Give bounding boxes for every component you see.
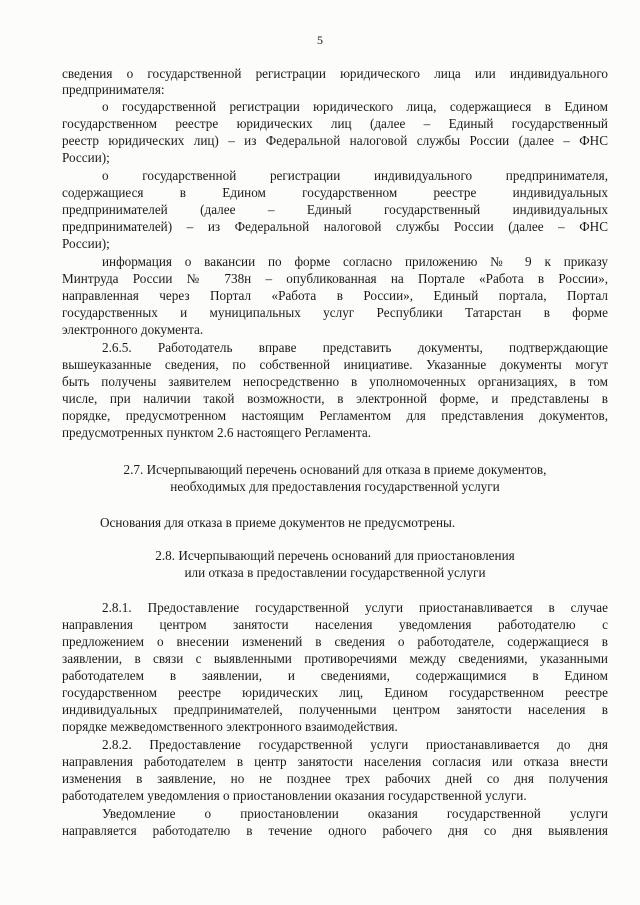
text-line: Минтруда России № 738н – опубликованная на Портале «Работа в России», [62, 271, 608, 286]
text-line: о государственной регистрации юридического лица, содержащиеся в Едином [102, 99, 608, 114]
text-line: содержащиеся в Едином государственном реестре индивидуальных [62, 185, 608, 200]
text-line: 2.6.5. Работодатель вправе представить документы, подтверждающие [102, 340, 608, 355]
text-line: работодателем уведомления о приостановлении оказания государственной услуги. [62, 788, 527, 803]
text-line: направляется работодателю в течение одного рабочего дня со дня выявления [62, 823, 608, 838]
section-heading-line: 2.7. Исчерпывающий перечень оснований для отказа в приеме документов, [123, 462, 547, 477]
text-line: Уведомление о приостановлении оказания государственной услуги [102, 806, 608, 821]
section-heading-line: или отказа в предоставлении государственной услуги [184, 565, 486, 580]
text-line: электронного документа. [62, 322, 204, 337]
text-line: информация о вакансии по форме согласно приложению № 9 к приказу [102, 254, 608, 269]
text-line: предпринимателей) – из Федеральной налоговой службы России (далее – ФНС [62, 219, 608, 234]
text-line: реестр юридических лиц) – из Федеральной налоговой службы России (далее – ФНС [62, 133, 608, 148]
text-line: изменения в заявление, но не позднее трех рабочих дней со дня получения [62, 771, 608, 786]
text-line: направления центром занятости населения уведомления работодателю с [62, 617, 608, 632]
page-number: 5 [317, 33, 323, 47]
text-line: России); [62, 150, 110, 165]
text-line: вышеуказанные сведения, по собственной инициативе. Указанные документы могут [62, 357, 608, 372]
section-heading-line: необходимых для предоставления государственной услуги [170, 479, 500, 494]
text-line: 2.8.1. Предоставление государственной услуги приостанавливается в случае [102, 600, 608, 615]
text-line: государственных и муниципальных услуг Республики Татарстан в форме [62, 305, 608, 320]
text-line: числе, при наличии такой возможности, в электронной форме, и представлены в [62, 391, 608, 406]
text-line: порядке, предусмотренном настоящим Регламентом для представления документов, [62, 408, 608, 423]
text-line: сведения о государственной регистрации юридического лица или индивидуального [62, 66, 608, 81]
text-line: заявлении, в связи с выявленными противоречиями между сведениями, указанными [62, 651, 608, 666]
text-line: Основания для отказа в приеме документов не предусмотрены. [100, 515, 456, 530]
text-line: индивидуальных предпринимателей, полученными центром занятости населения в [62, 702, 608, 717]
text-line: предпринимателя: [62, 82, 165, 97]
text-line: работодателем в заявлении, и сведениями, содержащимися в Едином [62, 668, 608, 683]
text-line: государственном реестре юридических лиц, Едином государственном реестре [62, 685, 608, 700]
text-line: предусмотренных пунктом 2.6 настоящего Регламента. [62, 425, 372, 440]
text-line: России); [62, 236, 110, 251]
text-line: о государственной регистрации индивидуального предпринимателя, [102, 168, 608, 183]
text-line: порядке межведомственного электронного взаимодействия. [62, 719, 398, 734]
text-line: государственном реестре юридических лиц (далее – Единый государственный [62, 116, 608, 131]
text-line: направления работодателем в центр занятости населения согласия или отказа внести [62, 754, 608, 769]
text-line: предпринимателей (далее – Единый государственный индивидуальных [62, 202, 608, 217]
text-line: направленная через Портал «Работа в России», Единый портала, Портал [62, 288, 608, 303]
text-line: предложением о внесении изменений в сведения о работодателе, содержащиеся в [62, 634, 608, 649]
text-line: быть получены заявителем непосредственно в уполномоченных организациях, в том [62, 374, 608, 389]
section-heading-line: 2.8. Исчерпывающий перечень оснований для приостановления [155, 548, 515, 563]
text-line: 2.8.2. Предоставление государственной услуги приостанавливается до дня [102, 737, 608, 752]
